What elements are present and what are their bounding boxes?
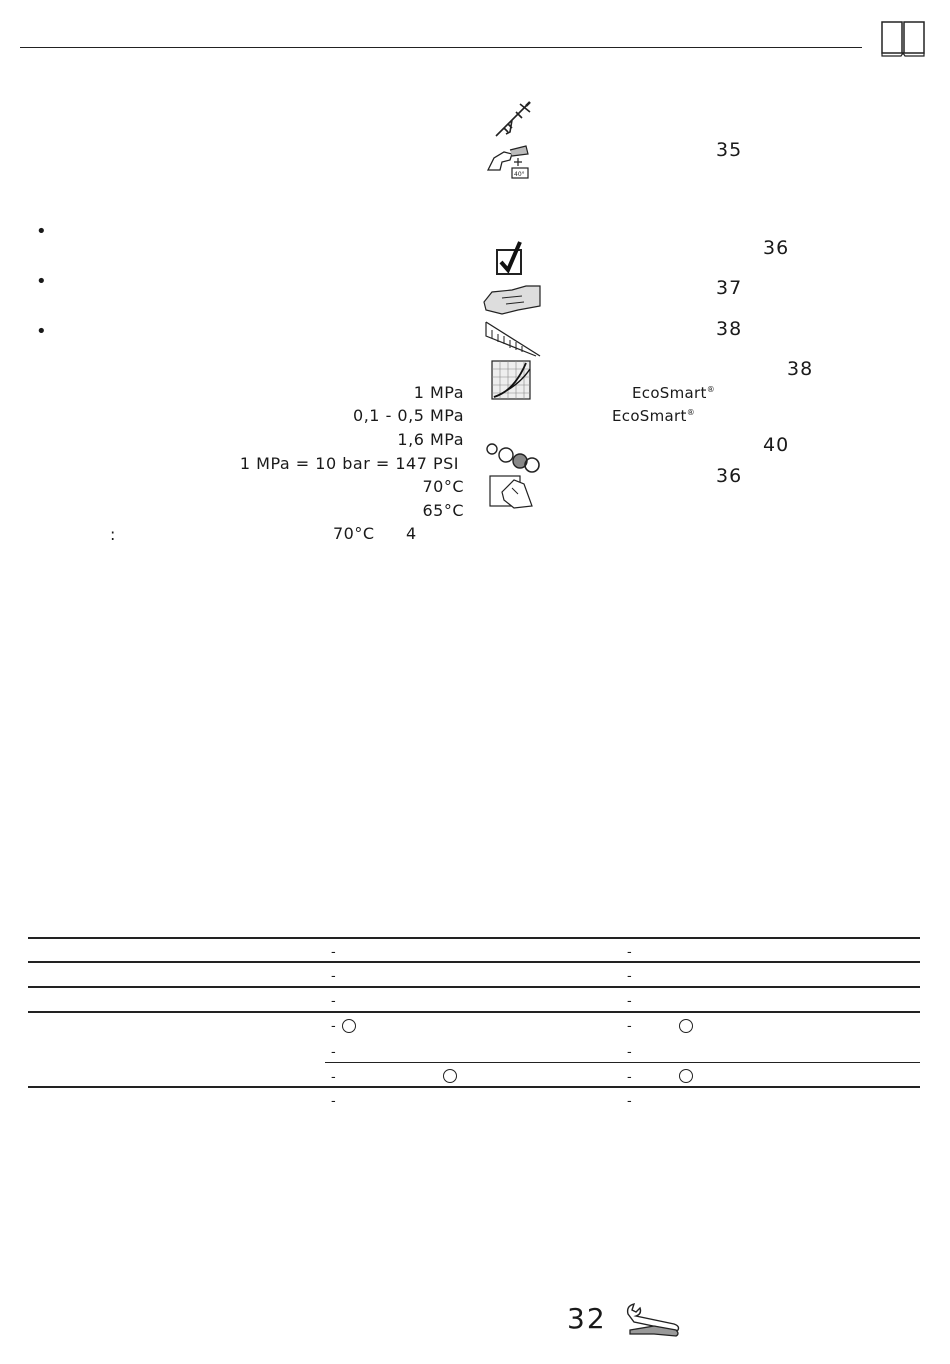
circle-symbol-icon bbox=[342, 1019, 356, 1033]
table-rule bbox=[28, 961, 920, 963]
ecosmart-label-2 bbox=[612, 407, 695, 425]
spec-hot-water-temp-1: 70°C bbox=[422, 477, 464, 496]
hand-shower-cleaning-icon bbox=[486, 140, 536, 182]
table-dash: - bbox=[627, 1070, 632, 1085]
ecosmart-label-1 bbox=[632, 384, 715, 402]
spec-operating-pressure: 1 MPa bbox=[413, 383, 464, 402]
circle-symbol-icon bbox=[443, 1069, 457, 1083]
ref-operation: 36 bbox=[716, 465, 743, 487]
wrench-screwdriver-icon bbox=[624, 1300, 682, 1340]
silicone-gun-icon bbox=[490, 100, 534, 140]
table-dash: - bbox=[331, 994, 336, 1009]
open-book-icon bbox=[880, 20, 926, 58]
table-dash: - bbox=[627, 1045, 632, 1060]
header-rule bbox=[20, 47, 862, 48]
table-dash: - bbox=[627, 1094, 632, 1109]
bullet-1: • bbox=[36, 221, 47, 242]
table-dash: - bbox=[331, 1070, 336, 1085]
ecosmart-text: EcoSmart bbox=[612, 407, 687, 425]
table-dash: - bbox=[627, 1019, 632, 1034]
spec-test-pressure: 1,6 MPa bbox=[397, 430, 464, 449]
spec-hot-water-temp-2: 65°C bbox=[422, 501, 464, 520]
registered-mark: ® bbox=[686, 408, 695, 417]
flow-diagram-icon bbox=[490, 359, 532, 401]
table-subrow-rule bbox=[325, 1062, 920, 1063]
table-rule-bottom bbox=[28, 1086, 920, 1088]
ecosmart-text: EcoSmart bbox=[632, 384, 707, 402]
svg-text:40°: 40° bbox=[514, 171, 525, 178]
table-dash: - bbox=[331, 1019, 336, 1034]
table-dash: - bbox=[627, 994, 632, 1009]
ref-flow-diagram: 38 bbox=[787, 358, 814, 380]
hand-operating-icon bbox=[488, 470, 534, 510]
circle-symbol-icon bbox=[679, 1019, 693, 1033]
ref-dimensions: 36 bbox=[763, 237, 790, 259]
bullet-2: • bbox=[36, 271, 47, 292]
ref-installation: 37 bbox=[716, 277, 743, 299]
table-dash: - bbox=[331, 945, 336, 960]
disinfection-separator: : bbox=[110, 525, 116, 544]
spec-recommended-pressure: 0,1 - 0,5 MPa bbox=[353, 406, 464, 425]
spec-pressure-conversion: 1 MPa = 10 bar = 147 PSI bbox=[239, 454, 459, 473]
ref-spare-parts: 40 bbox=[763, 434, 790, 456]
table-rule bbox=[28, 1011, 920, 1013]
ref-cleaning: 35 bbox=[716, 139, 743, 161]
table-dash: - bbox=[627, 945, 632, 960]
table-dash: - bbox=[627, 969, 632, 984]
ref-measure: 38 bbox=[716, 318, 743, 340]
table-dash: - bbox=[331, 969, 336, 984]
checkbox-tick-icon bbox=[494, 240, 528, 278]
bullet-3: • bbox=[36, 321, 47, 342]
table-dash: - bbox=[331, 1094, 336, 1109]
table-dash: - bbox=[331, 1045, 336, 1060]
spare-parts-icon bbox=[484, 437, 542, 473]
registered-mark: ® bbox=[706, 385, 715, 394]
table-rule bbox=[28, 986, 920, 988]
disinfection-temp: 70°C bbox=[333, 524, 375, 543]
page-number: 32 bbox=[567, 1302, 607, 1335]
hand-wiping-icon bbox=[482, 280, 542, 316]
disinfection-minutes: 4 bbox=[406, 524, 417, 543]
table-rule-top bbox=[28, 937, 920, 939]
circle-symbol-icon bbox=[679, 1069, 693, 1083]
ruler-icon bbox=[484, 320, 542, 360]
